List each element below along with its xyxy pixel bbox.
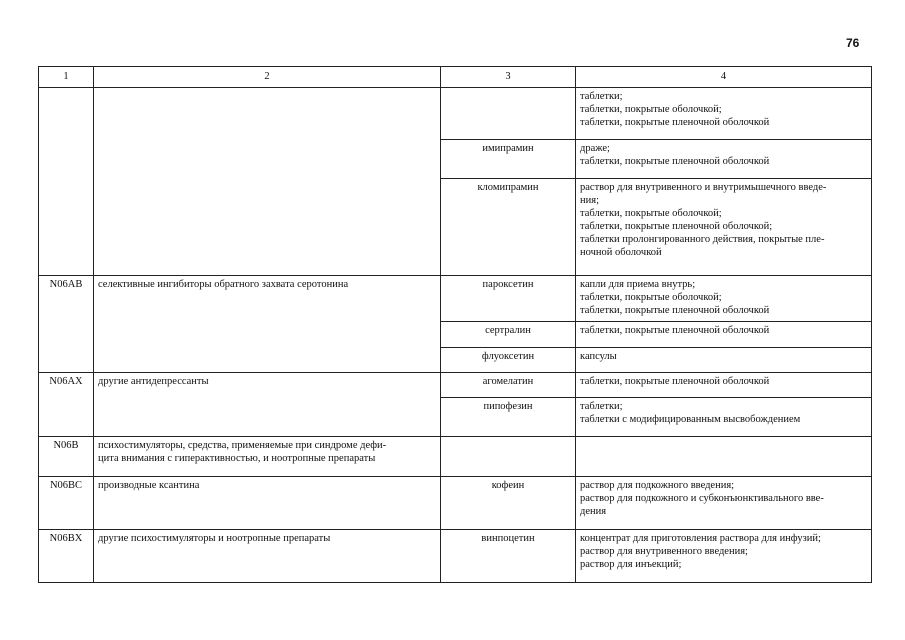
dosage-form-line: дения (580, 506, 607, 517)
dosage-form-line: таблетки, покрытые оболочкой; (580, 292, 722, 303)
dosage-form-line: таблетки пролонгированного действия, покрытые пле- (580, 234, 825, 245)
dosage-form-line: таблетки, покрытые пленочной оболочкой (580, 305, 770, 316)
dosage-form-line: таблетки, покрытые пленочной оболочкой (580, 376, 770, 387)
dosage-forms-cell (576, 530, 872, 583)
atc-code-cell: N06BC (39, 477, 94, 530)
dosage-form-line: раствор для инъекций; (580, 559, 682, 570)
inn-cell: имипрамин (441, 140, 576, 179)
dosage-form-line: таблетки, покрытые оболочкой; (580, 104, 722, 115)
dosage-form-line: таблетки, покрытые пленочной оболочкой (580, 156, 770, 167)
dosage-form-line: раствор для внутривенного введения; (580, 546, 748, 557)
group-line: психостимуляторы, средства, применяемые при синдроме дефи- (98, 440, 387, 451)
inn-cell (441, 437, 576, 477)
dosage-form-line: таблетки, покрытые пленочной оболочкой (580, 325, 770, 336)
dosage-forms-cell (576, 179, 872, 276)
dosage-forms-cell (576, 140, 872, 179)
dosage-forms-cell (576, 437, 872, 477)
code-cell (39, 88, 94, 276)
table-row (39, 530, 872, 583)
group-cell: селективные ингибиторы обратного захвата серотонина (94, 276, 441, 373)
dosage-forms-cell (576, 348, 872, 373)
group-cell: производные ксантина (94, 477, 441, 530)
column-header-4: 4 (576, 67, 872, 88)
dosage-form-line: таблетки с модифицированным высвобождением (580, 414, 801, 425)
dosage-forms-cell (576, 373, 872, 398)
dosage-form-line: раствор для внутривенного и внутримышечного введе- (580, 182, 827, 193)
table-row (39, 437, 872, 477)
dosage-form-line: концентрат для приготовления раствора для инфузий; (580, 533, 821, 544)
dosage-form-line: таблетки; (580, 91, 623, 102)
group-cell: другие антидепрессанты (94, 373, 441, 437)
dosage-form-line: капли для приема внутрь; (580, 279, 696, 290)
inn-cell: пипофезин (441, 398, 576, 437)
table-row (39, 373, 872, 398)
inn-cell (441, 88, 576, 140)
dosage-forms-cell (576, 88, 872, 140)
inn-cell: агомелатин (441, 373, 576, 398)
column-header-2: 2 (94, 67, 441, 88)
dosage-form-line: таблетки, покрытые пленочной оболочкой (580, 117, 770, 128)
dosage-form-line: таблетки; (580, 401, 623, 412)
inn-cell: кломипрамин (441, 179, 576, 276)
dosage-forms-cell (576, 322, 872, 348)
inn-cell: кофеин (441, 477, 576, 530)
group-line: цита внимания с гиперактивностью, и ноотропные препараты (98, 453, 376, 464)
dosage-form-line: ночной оболочкой (580, 247, 662, 258)
atc-code-cell: N06B (39, 437, 94, 477)
dosage-form-line: раствор для подкожного и субконъюнктивального вве- (580, 493, 824, 504)
dosage-form-line: ния; (580, 195, 599, 206)
column-header-3: 3 (441, 67, 576, 88)
table-row (39, 477, 872, 530)
atc-code-cell: N06AX (39, 373, 94, 437)
inn-cell: сертралин (441, 322, 576, 348)
dosage-forms-cell (576, 398, 872, 437)
group-cell: другие психостимуляторы и ноотропные препараты (94, 530, 441, 583)
drug-table (38, 66, 872, 583)
dosage-form-line: капсулы (580, 351, 617, 362)
inn-cell: пароксетин (441, 276, 576, 322)
group-cell (94, 88, 441, 276)
dosage-forms-cell (576, 276, 872, 322)
page-number: 76 (846, 36, 860, 50)
table-row (39, 276, 872, 322)
inn-cell: винпоцетин (441, 530, 576, 583)
dosage-form-line: раствор для подкожного введения; (580, 480, 735, 491)
table-row (39, 88, 872, 140)
column-header-1: 1 (39, 67, 94, 88)
dosage-form-line: драже; (580, 143, 610, 154)
atc-code-cell: N06BX (39, 530, 94, 583)
header-row (39, 67, 872, 88)
dosage-forms-cell (576, 477, 872, 530)
atc-code-cell: N06AB (39, 276, 94, 373)
dosage-form-line: таблетки, покрытые пленочной оболочкой; (580, 221, 773, 232)
dosage-form-line: таблетки, покрытые оболочкой; (580, 208, 722, 219)
group-cell (94, 437, 441, 477)
inn-cell: флуоксетин (441, 348, 576, 373)
